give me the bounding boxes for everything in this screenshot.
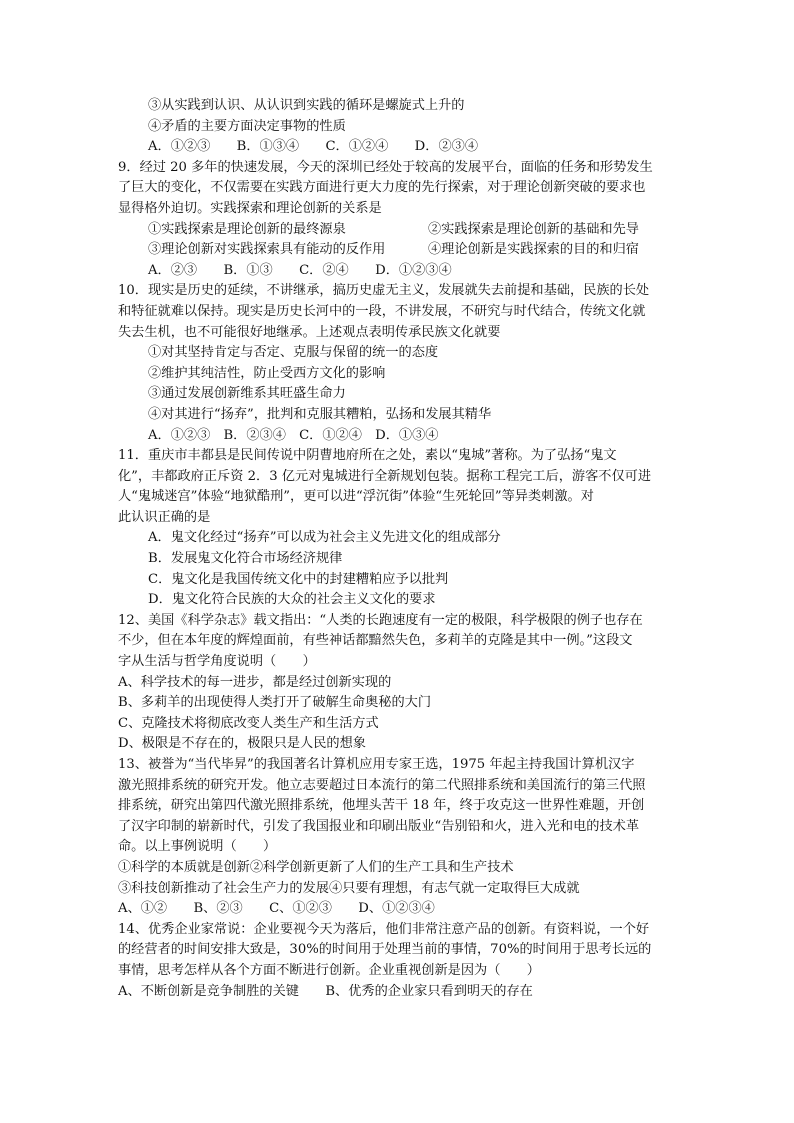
- q13-options-row-1: ①科学的本质就是创新②科学创新更新了人们的生产工具和生产技术: [118, 859, 514, 875]
- document-page: [118, 96, 678, 1002]
- q13-choices: A、①② B、②③ C、①②③ D、①②③④: [118, 901, 435, 917]
- q9-option-2: ②实践探索是理论创新的基础和先导: [428, 221, 639, 237]
- q10-stem-line-3: 失去生机，也不可能很好地继承。上述观点表明传承民族文化就要: [118, 324, 501, 340]
- q11-choice-d: D．鬼文化符合民族的大众的社会主义文化的要求: [148, 592, 436, 608]
- q9-options-row-1: [118, 220, 678, 241]
- q13-stem-line-3: 排系统，研究出第四代激光照排系统，他埋头苦干 18 年，终于攻克这一世界性难题，开创: [118, 798, 645, 814]
- q9-option-1: ①实践探索是理论创新的最终源泉: [148, 221, 346, 237]
- q11-stem-line-3: 人“鬼城迷宫”体验“地狱酷刑”，更可以进“浮沉街”体验“生死轮回”等异类刺激。对: [118, 489, 594, 505]
- q11-choice-c: C．鬼文化是我国传统文化中的封建糟粕应予以批判: [148, 571, 449, 587]
- q13-options-row-2: ③科技创新推动了社会生产力的发展④只要有理想，有志气就一定取得巨大成就: [118, 880, 580, 896]
- q13-stem-line-4: 了汉字印制的崭新时代，引发了我国报业和印刷出版业“告别铅和火，进入光和电的技术革: [118, 818, 640, 834]
- q10-stem-line-1: 10．现实是历史的延续，不讲继承，搞历史虚无主义，发展就失去前提和基础，民族的长处: [118, 283, 650, 299]
- q13-stem-line-1: 13、被誉为“当代毕昇”的我国著名计算机应用专家王选，1975 年起主持我国计算机汉字: [118, 757, 635, 772]
- q8-option-4: ④矛盾的主要方面决定事物的性质: [148, 118, 346, 134]
- q14-stem-line-1: 14、优秀企业家常说：企业要视今天为落后，他们非常注意产品的创新。有资料说，一个好: [118, 921, 650, 937]
- q13-stem-line-5: 命。以上事例说明（ ）: [118, 839, 277, 855]
- q11-stem-line-2: 化”，丰都政府正斥资 2．3 亿元对鬼城进行全新规划包装。据称工程完工后，游客不仅可进: [118, 468, 652, 484]
- q8-option-3: ③从实践到认识、从认识到实践的循环是螺旋式上升的: [148, 98, 465, 113]
- q10-choices: A．①②③ B．②③④ C．①②④ D．①③④: [148, 427, 439, 443]
- q10-option-4: ④对其进行“扬弃”，批判和克服其糟粕，弘扬和发展其精华: [148, 406, 492, 422]
- q11-stem-line-1: 11．重庆市丰都县是民间传说中阴曹地府所在之处，素以“鬼城”著称。为了弘扬“鬼文: [118, 448, 617, 464]
- q8-choices: A．①②③ B．①③④ C．①②④ D．②③④: [148, 139, 479, 155]
- q9-stem-line-1: 9．经过 20 多年的快速发展，今天的深圳已经处于较高的发展平台，面临的任务和形势发生: [118, 159, 653, 175]
- q9-options-row-2: [118, 240, 678, 261]
- q9-stem-line-3: 显得格外迫切。实践探索和理论创新的关系是: [118, 200, 382, 216]
- q10-stem-line-2: 和特征就难以保持。现实是历史长河中的一段，不讲发展，不研究与时代结合，传统文化就: [118, 303, 646, 319]
- q12-choice-b: B、多莉羊的出现使得人类打开了破解生命奥秘的大门: [118, 695, 432, 711]
- q12-choice-a: A、科学技术的每一进步，都是经过创新实现的: [118, 674, 392, 690]
- q14-stem-line-3: 事情，思考怎样从各个方面不断进行创新。企业重视创新是因为（ ）: [118, 962, 540, 978]
- q10-option-2: ②维护其纯洁性，防止受西方文化的影响: [148, 365, 386, 381]
- q14-stem-line-2: 的经营者的时间安排大致是，30%的时间用于处理当前的事情，70%的时间用于思考长远的: [118, 942, 652, 958]
- q9-option-3: ③理论创新对实践探索具有能动的反作用: [148, 242, 386, 258]
- q12-choice-d: D、极限是不存在的，极限只是人民的想象: [118, 736, 366, 752]
- q12-stem-line-3: 字从生活与哲学角度说明（ ）: [118, 654, 316, 670]
- q10-option-1: ①对其坚持肯定与否定、克服与保留的统一的态度: [148, 345, 439, 361]
- q9-choices: A．②③ B．①③ C．②④ D．①②③④: [148, 262, 452, 278]
- q12-stem-line-2: 不少，但在本年度的辉煌面前，有些神话都黯然失色，多莉羊的克隆是其中一例。”这段文: [118, 633, 633, 649]
- q11-choice-a: A．鬼文化经过“扬弃”可以成为社会主义先进文化的组成部分: [148, 530, 501, 546]
- q9-option-4: ④理论创新是实践探索的目的和归宿: [428, 242, 639, 258]
- q11-choice-b: B．发展鬼文化符合市场经济规律: [148, 551, 343, 567]
- q9-stem-line-2: 了巨大的变化，不仅需要在实践方面进行更大力度的先行探索，对于理论创新突破的要求也: [118, 180, 646, 196]
- q12-choice-c: C、克隆技术将彻底改变人类生产和生活方式: [118, 715, 379, 731]
- q13-stem-line-2: 激光照排系统的研究开发。他立志要超过日本流行的第二代照排系统和美国流行的第三代照: [118, 777, 646, 793]
- q10-option-3: ③通过发展创新维系其旺盛生命力: [148, 386, 346, 402]
- q12-stem-line-1: 12、美国《科学杂志》载文指出：“人类的长跑速度有一定的极限，科学极限的例子也存在: [118, 612, 643, 628]
- q14-choices-ab: A、不断创新是竞争制胜的关键 B、优秀的企业家只看到明天的存在: [118, 983, 533, 999]
- q11-stem-line-4: 此认识正确的是: [118, 509, 211, 525]
